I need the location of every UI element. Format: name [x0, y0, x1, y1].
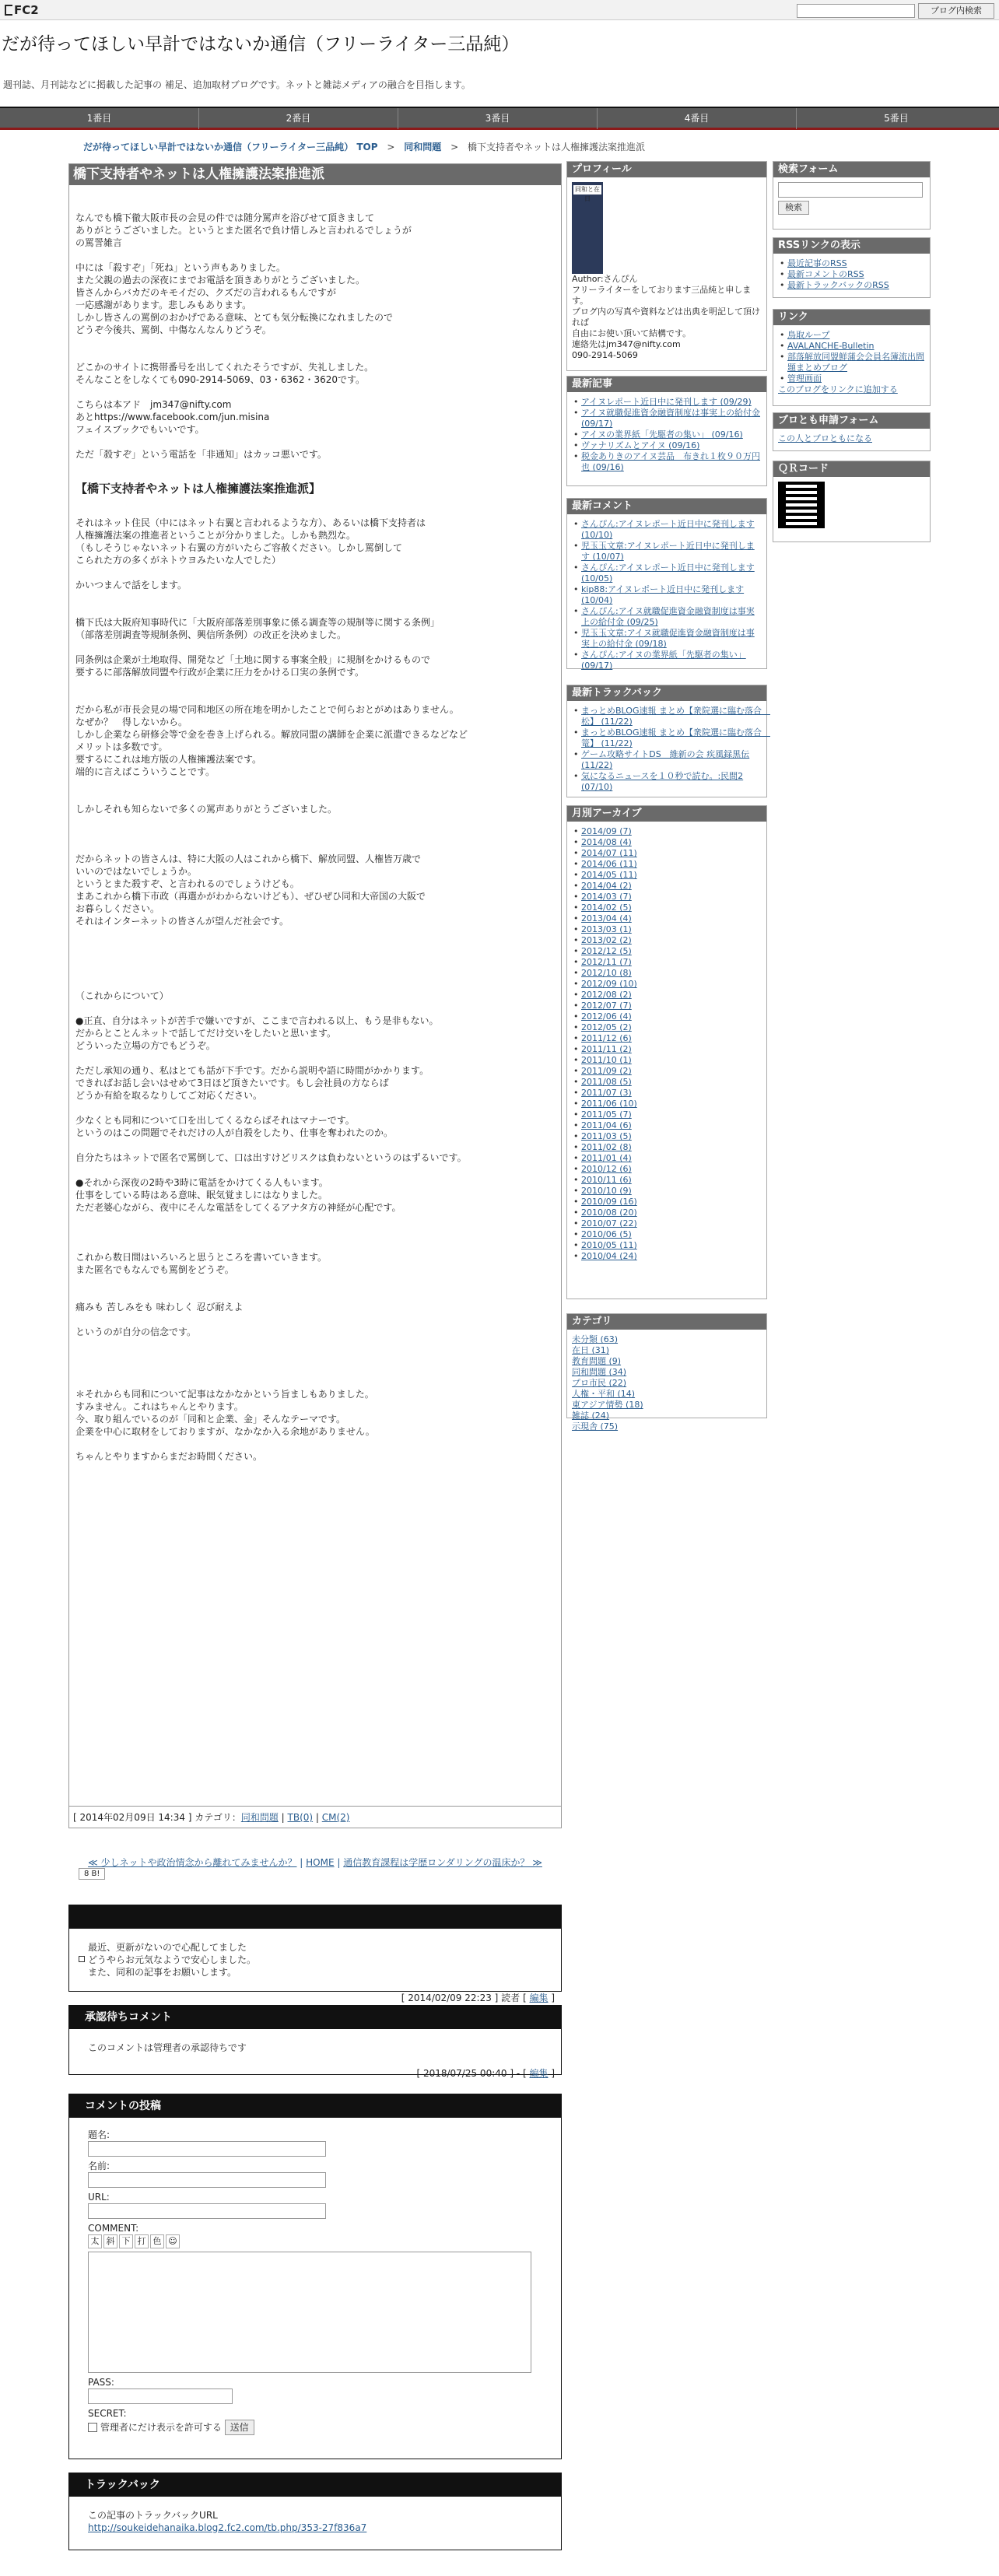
pending-text: このコメントは管理者の承認待ちです: [88, 2042, 247, 2053]
trackback-item[interactable]: • まっとめBLOG速報 まとめ【衆院選に臨む落合 松】 (11/22): [572, 706, 762, 727]
entry-heading: 【橋下支持者やネットは人権擁護法案推進派】: [75, 482, 321, 496]
archive-item[interactable]: • 2012/11 (7): [572, 957, 762, 968]
fc2-topbar: [0, 0, 999, 20]
pending-header: 承認待ちコメント: [69, 2006, 561, 2029]
trackbacks-title: 最新トラックバック: [567, 685, 766, 701]
link-item[interactable]: • 部落解放同盟鮮蒲会会員名簿流出問題まとめブログ: [778, 352, 925, 373]
rss-title: RSSリンクの表示: [773, 238, 930, 254]
entry-category-label: カテゴリ：: [195, 1812, 241, 1823]
comments-title: 最新コメント: [567, 499, 766, 514]
category-item[interactable]: 示現舎 (75): [572, 1421, 619, 1432]
bold-button[interactable]: 太: [88, 2234, 102, 2248]
pending-meta: [ 2018/07/25 00:40 ] - [ 編集 ]: [416, 2068, 555, 2079]
comment-form: [68, 2094, 562, 2459]
italic-button[interactable]: 斜: [103, 2234, 117, 2248]
archive-item[interactable]: • 2011/05 (7): [572, 1109, 762, 1120]
profile-author: Author:さんぴん: [572, 274, 638, 284]
nav-item-1[interactable]: 1番目: [0, 108, 199, 129]
archive-item[interactable]: • 2014/04 (2): [572, 881, 762, 892]
entry-cm-link[interactable]: CM(2): [321, 1812, 350, 1823]
recent-panel: [566, 376, 767, 486]
links-panel: [773, 309, 931, 406]
archive-item[interactable]: • 2010/06 (5): [572, 1229, 762, 1240]
nav-bar: [0, 107, 999, 130]
category-item[interactable]: 人権・平和 (14): [572, 1389, 636, 1399]
category-item[interactable]: 同和問題 (34): [572, 1367, 627, 1377]
format-toolbar: [88, 2234, 542, 2248]
entry-body: [69, 185, 561, 1489]
archive-item[interactable]: • 2012/10 (8): [572, 968, 762, 979]
trackback-header: トラックバック: [69, 2473, 561, 2497]
pager: ≪ 少しネットや政治情念から離れてみませんか？ | HOME | 通信教育課程は学歴ロンダリングの温床か？ ≫: [88, 1857, 542, 1868]
blog-search-button[interactable]: ブログ内検索: [918, 3, 994, 19]
entry-title[interactable]: 橋下支持者やネットは人権擁護法案推進派: [69, 164, 561, 185]
entry-paragraph: なんでも橋下徹大阪市長の会見の件では随分罵声を浴びせて頂きまして ありがとうございました。というとまた匿名で負け惜しみと言われるでしょうが の罵詈雑言 中には「殺すぞ」「死ね」という声もありました。 また父親の過去の深夜にまでお電話を頂きありがとうございました。 皆さんからバカだのキモイだの、クズだの言われるもんですが 一応感謝があります。悲しみもあります。 しかし皆さんの罵倒のおかげである意味、とても気分転換になれましたので どうぞ今後共、罵倒、中傷なんなんりどうぞ。 どこかのサイトに携帯番号を出してくれたそうですが、失礼しました。 そんなことをしなくても090-2914-5069、03・6362・3620です。 こちらは本アド jm347@nifty.com あとhttps://www.facebook.com/jun.misina フェイスブックでもいいです。 ただ「殺すぞ」という電話を「非通知」はカッコ悪いです。: [75, 212, 412, 460]
recent-item[interactable]: • アイヌレポート近日中に発刊します (09/29): [572, 397, 762, 408]
profile-tel: 090-2914-5069: [572, 350, 638, 360]
nav-item-3[interactable]: 3番目: [398, 108, 598, 129]
recent-item[interactable]: • アイヌの業界紙「先駆者の集い」 (09/16): [572, 429, 762, 440]
archive-item[interactable]: • 2011/03 (5): [572, 1131, 762, 1142]
breadcrumb-sep: >: [387, 142, 395, 152]
archive-item[interactable]: • 2010/04 (24): [572, 1251, 762, 1262]
breadcrumb: [83, 140, 645, 153]
rss-item[interactable]: • 最新コメントのRSS: [778, 269, 925, 280]
secret-checkbox[interactable]: [88, 2423, 97, 2432]
breadcrumb-category[interactable]: 同和問題: [404, 142, 442, 152]
archive-item[interactable]: • 2013/03 (1): [572, 924, 762, 935]
comment-item[interactable]: • さんぴん:アイヌレポート近日中に発刊します (10/05): [572, 563, 762, 584]
category-item[interactable]: プロ市民 (22): [572, 1378, 627, 1388]
trackback-item[interactable]: • ゲーム攻略サイトDS 維新の会 疾風録黒伝 (11/22): [572, 749, 762, 771]
archives-panel: [566, 805, 767, 1299]
link-item[interactable]: • AVALANCHE-Bulletin: [778, 341, 925, 352]
trackback-label: この記事のトラックバックURL: [88, 2510, 218, 2521]
archive-item[interactable]: • 2012/07 (7): [572, 1001, 762, 1011]
pager-home[interactable]: HOME: [306, 1857, 335, 1868]
trackback-url[interactable]: http://soukeidehanaika.blog2.fc2.com/tb.php/353-27f836a7: [88, 2522, 367, 2533]
profile-panel: [566, 161, 767, 371]
blog-description: 週刊誌、月刊誌などに掲載した記事の 補足、追加取材ブログです。ネットと雑誌メディアの融合を目指します。: [3, 79, 471, 90]
archive-item[interactable]: • 2012/09 (10): [572, 979, 762, 990]
profile-title: プロフィール: [567, 162, 766, 177]
categories-panel: [566, 1313, 767, 1432]
comment-header: [69, 1905, 561, 1929]
recent-title: 最新記事: [567, 377, 766, 392]
profile-mail: 連絡先はjm347@nifty.com: [572, 339, 681, 349]
nav-item-5[interactable]: 5番目: [884, 113, 909, 124]
archive-item[interactable]: • 2011/02 (8): [572, 1142, 762, 1153]
comments-panel: [566, 498, 767, 669]
archive-item[interactable]: • 2010/07 (22): [572, 1218, 762, 1229]
link-item[interactable]: • 鳥取ループ: [778, 330, 925, 341]
archive-item[interactable]: • 2014/02 (5): [572, 902, 762, 913]
comment-item[interactable]: • 児玉玉文章:アイヌ就職促進資金融資制度は事実上の給付金 (09/18): [572, 628, 762, 650]
pass-field[interactable]: [88, 2388, 233, 2404]
archive-item[interactable]: • 2011/12 (6): [572, 1033, 762, 1044]
comment-edit-link[interactable]: 編集: [529, 1992, 549, 2003]
comment-item[interactable]: • さんぴん:アイヌ就職促進資金融資制度は事実上の給付金 (09/25): [572, 606, 762, 628]
archive-item[interactable]: • 2010/10 (9): [572, 1186, 762, 1197]
links-title: リンク: [773, 310, 930, 325]
archive-item[interactable]: • 2010/09 (16): [572, 1197, 762, 1207]
search-title: 検索フォーム: [773, 162, 930, 177]
comment-item[interactable]: • さんぴん:アイヌレポート近日中に発刊します (10/10): [572, 519, 762, 541]
secret-label: SECRET:: [88, 2408, 127, 2419]
entry-date: [ 2014年02月09日 14:34 ]: [73, 1812, 192, 1823]
category-item[interactable]: 雑誌 (24): [572, 1411, 610, 1421]
archive-item[interactable]: • 2014/03 (7): [572, 892, 762, 902]
archive-item[interactable]: • 2013/04 (4): [572, 913, 762, 924]
entry-footer: [ 2014年02月09日 14:34 ] カテゴリ：同和問題 | TB(0) | CM(2): [69, 1806, 561, 1828]
archive-item[interactable]: • 2014/08 (4): [572, 837, 762, 848]
color-button[interactable]: 色: [150, 2234, 164, 2248]
title-label: 題名:: [88, 2129, 110, 2140]
book-cover-image: 同和と在日: [572, 182, 603, 274]
entry-tb-link[interactable]: TB(0): [287, 1812, 314, 1823]
blog-title[interactable]: だが待ってほしい早計ではないか通信（フリーライター三品純）: [2, 34, 520, 54]
url-field[interactable]: [88, 2203, 326, 2219]
trackbacks-panel: [566, 685, 770, 797]
pager-next[interactable]: 通信教育課程は学歴ロンダリングの温床か？ ≫: [343, 1857, 542, 1868]
pass-label: PASS:: [88, 2377, 114, 2388]
comment-item[interactable]: • さんぴん:アイヌの業界紙「先駆者の集い」 (09/17): [572, 650, 762, 671]
archive-item[interactable]: • 2014/06 (11): [572, 859, 762, 870]
archive-item[interactable]: • 2012/12 (5): [572, 946, 762, 957]
archive-item[interactable]: • 2012/05 (2): [572, 1022, 762, 1033]
archive-item[interactable]: • 2014/07 (11): [572, 848, 762, 859]
archive-item[interactable]: • 2014/09 (7): [572, 826, 762, 837]
friend-panel: [773, 412, 931, 451]
comment-item[interactable]: • kip88:アイヌレポート近日中に発刊します (10/04): [572, 584, 762, 606]
breadcrumb-sep: >: [450, 142, 459, 152]
qr-code-image: [778, 482, 825, 528]
strike-button[interactable]: 打: [135, 2234, 149, 2248]
blog-search-input[interactable]: [797, 4, 915, 18]
friend-title: ブロとも申請フォーム: [773, 413, 930, 429]
category-item[interactable]: 教育問題 (9): [572, 1356, 622, 1366]
sidebar-search-input[interactable]: [778, 182, 923, 198]
rss-panel: [773, 237, 931, 298]
name-field[interactable]: [88, 2172, 326, 2188]
archive-item[interactable]: • 2013/02 (2): [572, 935, 762, 946]
hatena-bookmark-button[interactable]: 8 B!: [79, 1868, 105, 1880]
trackback-item[interactable]: • まっとめBLOG速報 まとめ【衆院選に臨む落合 篭】 (11/22): [572, 727, 762, 749]
recent-item[interactable]: • 税金ありきのアイヌ芸品 布きれ１枚９０万円也 (09/16): [572, 451, 762, 473]
archive-item[interactable]: • 2011/11 (2): [572, 1044, 762, 1055]
archive-item[interactable]: • 2010/12 (6): [572, 1164, 762, 1175]
fc2-logo[interactable]: FC2: [5, 3, 39, 17]
add-link[interactable]: このブログをリンクに追加する: [778, 384, 898, 394]
breadcrumb-home[interactable]: だが待ってほしい早計ではないか通信（フリーライター三品純） TOP: [83, 142, 378, 152]
comment-box: [68, 1905, 562, 2003]
pending-edit-link[interactable]: 編集: [529, 2068, 549, 2079]
category-item[interactable]: 在日 (31): [572, 1345, 610, 1355]
form-header: コメントの投稿: [69, 2094, 561, 2118]
archive-item[interactable]: • 2010/11 (6): [572, 1175, 762, 1186]
breadcrumb-current: 橋下支持者やネットは人権擁護法案推進派: [467, 142, 645, 152]
archive-item[interactable]: • 2011/04 (6): [572, 1120, 762, 1131]
secret-text: 管理者にだけ表示を許可する: [100, 2422, 222, 2433]
trackback-box: [68, 2473, 562, 2550]
recent-item[interactable]: • ヴァナリズムとアイヌ (09/16): [572, 440, 762, 451]
qr-title: ＱＲコード: [773, 461, 930, 477]
archive-item[interactable]: • 2010/08 (20): [572, 1207, 762, 1218]
entry-paragraph: それはネット住民（中にはネット右翼と言われるような方）、あるいは橋下支持者は 人権擁護法案の推進者ということが分かりました。しかも熱烈な。 （もしそうじゃないネット右翼の方がいたらご容赦ください。しかし罵倒して こられた方の多くがネトウヨみたいな人でした） かいつまんで話をします。 橋下氏は大阪府知事時代に「大阪府部落差別事象に係る調査等の規制等に関する条例」 （部落差別調査等規制条例、興信所条例）の改正を決めました。 同条例は企業が土地取得、開発など「土地に関する事案全般」に規制をかけるもので 要するに部落解放同盟や行政が企業に圧力をかける口実の条例です。 だから私が市長会見の場で同和地区の所在地を明かしたことで何らおとがめはありません。 なぜか？ 得しないから。 しかし企業なら研修会等で金を巻き上げられる。解放同盟の講師を企業に派遣できるなどなど メリットは多数です。 要するにこれは地方版の人権擁護法案です。 端的に言えばこういうことです。 しかしそれも知らないで多くの罵声ありがとうございました。 だからネットの皆さんは、特に大阪の人はこれから橋下、解放同盟、人権皆万歳で いいのではないでしょうか。 というとまた殺すぞ、と言われるのでしょうけども。 まあこれから橋下市政（再選かがわからないけども）、ぜひぜひ同和大帝国の大阪で お暮らしください。 それはインターネットの皆さんが望んだ社会です。 （これからについて） ●正直、自分はネットが苦手で嫌いですが、ここまで言われる以上、もう是非もない。 だからとことんネットで話してだけ交いをしたいと思います。 どういった立場の方でもどうぞ。 ただし承知の通り、私はとても話が下手です。だから説明や語に時間がかかります。 できればお話し会いはせめて3日ほど頂きたいです。もし会社員の方ならば どうか有給を取るなりしてご対応ください。 少なくとも同和について口を出してくるならばそれはマナーです。 というのはこの問題でそれだけの人が自殺をしたり、仕事を奪われたのか。 自分たちはネットで匿名で罵倒して、口は出すけどリスクは負わないというのはずるいです。 ●それから深夜の2時や3時に電話をかけてくる人もいます。 仕事をしている時はある意味、眠気覚ましにはなりました。 ただ老婆心ながら、夜中にそんな電話をしてくるアナタ方の神経が心配です。 これから数日間はいろいろと思うところを書いていきます。 また匿名でもなんでも罵倒をどうぞ。 痛みも 苦しみをも 味わしく 忍び耐えよ というのが自分の信念です。 ＊それからも同和について記事はなかなかという旨ましもありました。 すみません。これはちゃんとやります。 今、取り組んでいるのが「同和と企業、金」そんなテーマです。 企業を中心に取材をしておりますが、なかなか入る余地がありません。 ちゃんとやりますからまだお時間ください。: [75, 517, 468, 1462]
underline-button[interactable]: 下: [119, 2234, 133, 2248]
pager-prev[interactable]: ≪ 少しネットや政治情念から離れてみませんか？: [88, 1857, 297, 1868]
comment-meta: [ 2014/02/09 22:23 ] 読者 [ 編集 ]: [401, 1992, 555, 2003]
emoji-button[interactable]: ☺: [166, 2234, 180, 2248]
categories-title: カテゴリ: [567, 1314, 766, 1330]
profile-text: フリーライターをしております三品純と申します。 ブログ内の写真や資料などは出典を明記して頂ければ 自由にお使い頂いて結構です。: [572, 285, 760, 338]
archive-item[interactable]: • 2011/01 (4): [572, 1153, 762, 1164]
nav-item-2[interactable]: 2番目: [199, 108, 398, 129]
trackback-item[interactable]: • 気になるニュースを１０秒で読む。:民間2 (07/10): [572, 771, 762, 793]
archive-item[interactable]: • 2010/05 (11): [572, 1240, 762, 1251]
archive-item[interactable]: • 2012/08 (2): [572, 990, 762, 1001]
rss-item[interactable]: • 最新トラックバックのRSS: [778, 280, 925, 291]
pending-box: [68, 2005, 562, 2079]
link-item[interactable]: • 管理画面: [778, 373, 925, 384]
archive-item[interactable]: • 2011/08 (5): [572, 1077, 762, 1088]
archive-item[interactable]: • 2011/06 (10): [572, 1099, 762, 1109]
rss-item[interactable]: • 最近記事のRSS: [778, 258, 925, 269]
archives-title: 月別アーカイブ: [567, 806, 766, 822]
sidebar-search-button[interactable]: 検索: [778, 201, 809, 215]
archive-item[interactable]: • 2014/05 (11): [572, 870, 762, 881]
category-item[interactable]: 未分類 (63): [572, 1334, 619, 1344]
archive-item[interactable]: • 2011/07 (3): [572, 1088, 762, 1099]
qr-panel: [773, 461, 931, 542]
comment-label: COMMENT:: [88, 2223, 139, 2234]
title-field[interactable]: [88, 2141, 326, 2157]
recent-item[interactable]: • アイヌ就職促進資金融資制度は事実上の給付金 (09/17): [572, 408, 762, 429]
comment-item[interactable]: • 児玉玉文章:アイヌレポート近日中に発刊します (10/07): [572, 541, 762, 563]
entry-category-link[interactable]: 同和問題: [240, 1812, 279, 1823]
url-label: URL:: [88, 2192, 110, 2203]
category-item[interactable]: 東アジア情勢 (18): [572, 1400, 643, 1410]
name-label: 名前:: [88, 2161, 110, 2171]
nav-item-4[interactable]: 4番目: [598, 108, 797, 129]
friend-link[interactable]: この人とブロともになる: [778, 433, 872, 443]
comment-text: 最近、更新がないので心配してました どうやらお元気なようで安心しました。 また、同和の記事をお願いします。: [88, 1942, 257, 1978]
archive-item[interactable]: • 2011/10 (1): [572, 1055, 762, 1066]
archive-item[interactable]: • 2012/06 (4): [572, 1011, 762, 1022]
search-panel: [773, 161, 931, 230]
comment-textarea[interactable]: [88, 2252, 531, 2373]
submit-button[interactable]: 送信: [225, 2420, 254, 2435]
archive-item[interactable]: • 2011/09 (2): [572, 1066, 762, 1077]
